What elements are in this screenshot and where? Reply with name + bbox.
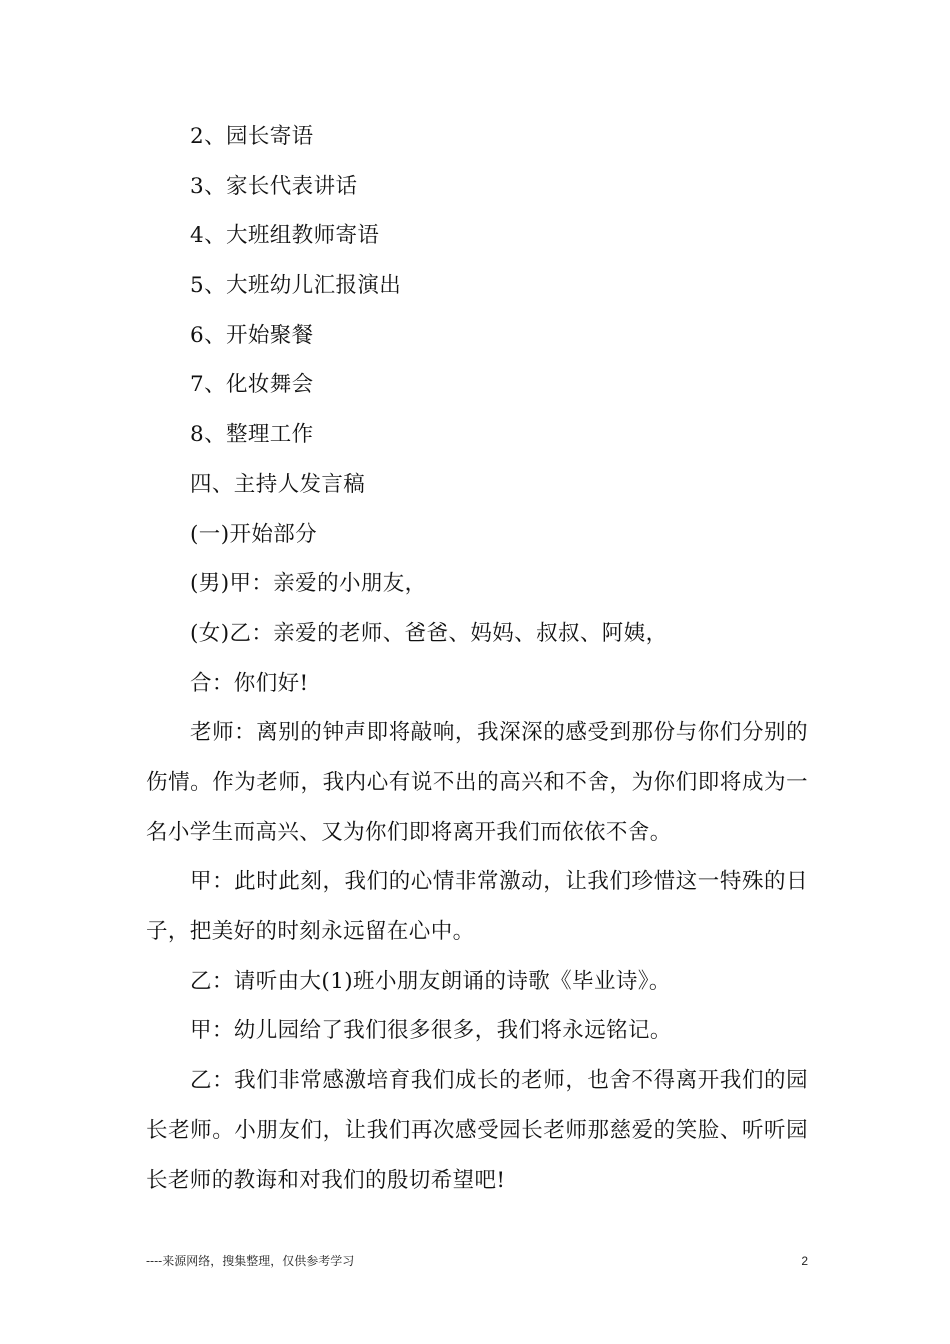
agenda-item-7: 7、化妆舞会 <box>190 372 314 398</box>
agenda-item-8: 8、整理工作 <box>190 422 314 448</box>
page-number: 2 <box>801 1254 808 1268</box>
page-footer <box>146 1252 808 1270</box>
dialogue-line: (女)乙：亲爱的老师、爸爸、妈妈、叔叔、阿姨， <box>190 620 668 646</box>
section-heading: 四、主持人发言稿 <box>190 471 366 497</box>
dialogue-line: (男)甲：亲爱的小朋友， <box>190 571 427 597</box>
agenda-item-3: 3、家长代表讲话 <box>190 173 358 199</box>
dialogue-paragraph: 乙：请听由大(1)班小朋友朗诵的诗歌《毕业诗》。 <box>190 968 671 994</box>
footer-source-note: ----来源网络，搜集整理，仅供参考学习 <box>146 1254 355 1268</box>
agenda-item-2: 2、园长寄语 <box>190 124 314 149</box>
dialogue-line: 合：你们好! <box>190 670 309 696</box>
subsection-heading: (一)开始部分 <box>190 521 318 547</box>
document-body <box>146 112 808 1205</box>
dialogue-paragraph: 甲：此时此刻，我们的心情非常激动，让我们珍惜这一特殊的日子，把美好的时刻永远留在心中。 <box>146 869 808 945</box>
dialogue-paragraph: 老师：离别的钟声即将敲响，我深深的感受到那份与你们分别的伤情。作为老师，我内心有说不出的高兴和不舍，为你们即将成为一名小学生而高兴、又为你们即将离开我们而依依不舍。 <box>146 720 808 845</box>
dialogue-paragraph: 甲：幼儿园给了我们很多很多，我们将永远铭记。 <box>190 1018 672 1044</box>
agenda-item-5: 5、大班幼儿汇报演出 <box>190 273 402 299</box>
agenda-item-6: 6、开始聚餐 <box>190 322 314 348</box>
agenda-item-4: 4、大班组教师寄语 <box>190 223 380 249</box>
dialogue-paragraph: 乙：我们非常感激培育我们成长的老师，也舍不得离开我们的园长老师。小朋友们，让我们再次感受园长老师那慈爱的笑脸、听听园长老师的教诲和对我们的殷切希望吧! <box>146 1068 808 1193</box>
